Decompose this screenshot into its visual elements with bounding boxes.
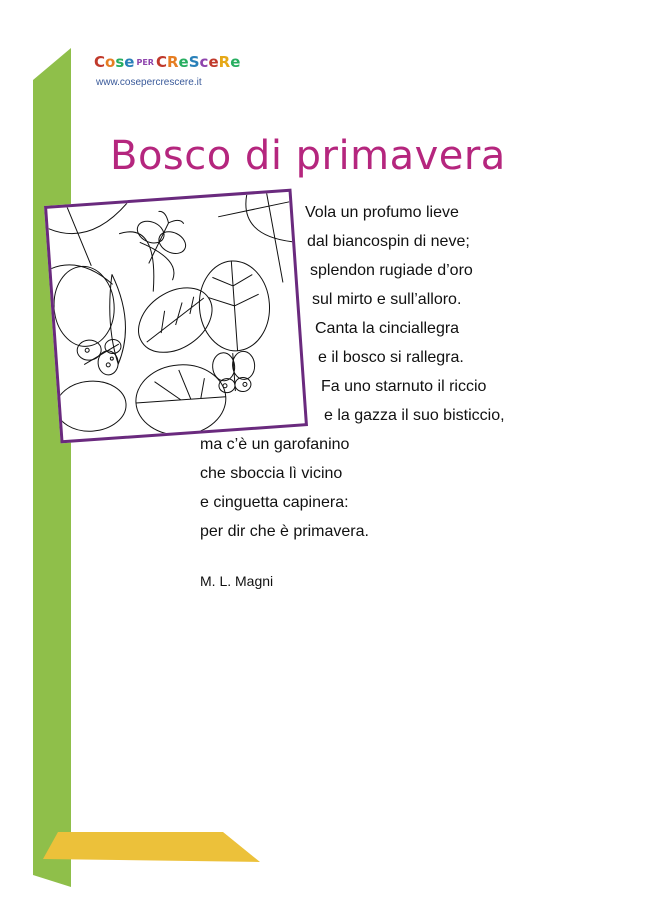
poem-line: ma c’è un garofanino — [200, 436, 350, 453]
poem-line: splendon rugiade d’oro — [310, 262, 473, 279]
logo-letter: e — [208, 53, 219, 71]
poem-line: sul mirto e sull’alloro. — [312, 291, 462, 308]
coloring-illustration — [44, 189, 308, 444]
logo-letter: e — [124, 53, 135, 71]
logo-letter: c — [199, 53, 209, 71]
poem-line: e il bosco si rallegra. — [318, 349, 464, 366]
poem-line: dal biancospin di neve; — [307, 233, 470, 250]
logo[interactable] — [94, 53, 240, 71]
poem-line: che sboccia lì vicino — [200, 465, 343, 482]
logo-letter: C — [94, 53, 106, 71]
poem-line: per dir che è primavera. — [200, 523, 369, 540]
logo-letter: e — [230, 53, 241, 71]
page-title: Bosco di primavera — [110, 133, 506, 179]
logo-url[interactable]: www.cosepercrescere.it — [96, 77, 202, 88]
poem-line: Fa uno starnuto il riccio — [321, 378, 487, 395]
poem-line: e la gazza il suo bisticcio, — [324, 407, 505, 424]
yellow-bottom-band — [43, 832, 260, 862]
poem-line: Canta la cinciallegra — [315, 320, 460, 337]
logo-letter: o — [105, 53, 116, 71]
logo-letter: PER — [136, 58, 154, 67]
logo-letter: R — [166, 53, 179, 71]
leaves-butterflies-icon — [47, 192, 305, 440]
logo-letter: S — [188, 53, 200, 71]
poem-line: e cinguetta capinera: — [200, 494, 349, 511]
logo-letter: e — [178, 53, 189, 71]
poem-author: M. L. Magni — [200, 573, 274, 589]
poem-line: Vola un profumo lieve — [305, 204, 459, 221]
logo-letter: C — [155, 53, 167, 71]
logo-letter: R — [218, 53, 231, 71]
logo-letter: s — [115, 53, 125, 71]
green-side-bar — [33, 48, 71, 887]
